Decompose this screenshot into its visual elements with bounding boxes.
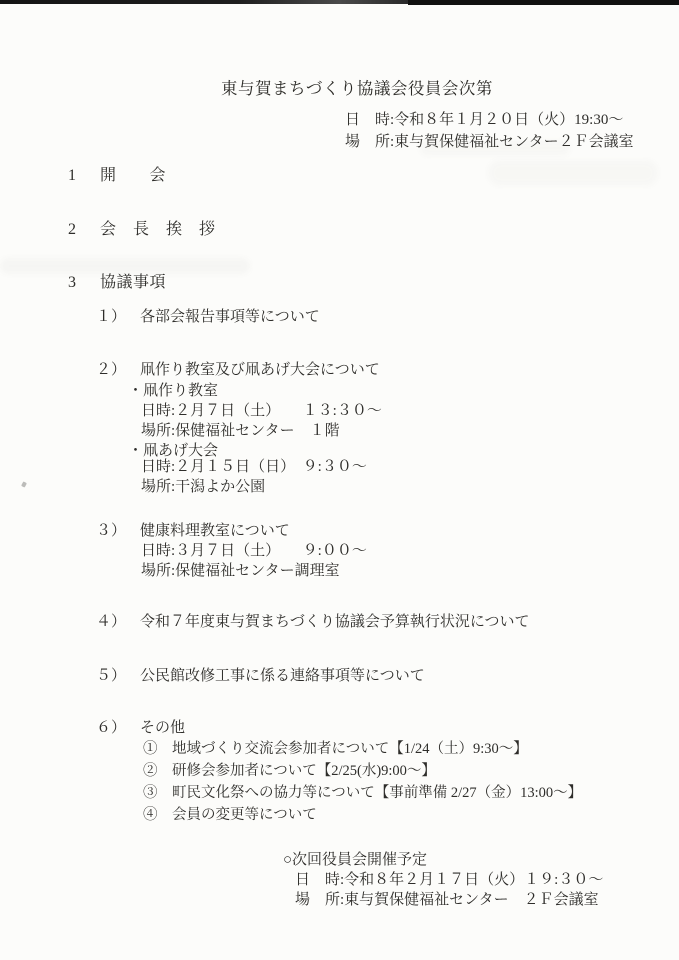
topic-detail-location: 場所:干潟よか公園	[141, 479, 266, 495]
agenda-label: 会 長 挨 拶	[100, 221, 216, 238]
agenda-number: 1	[68, 167, 77, 184]
topic-cooking-class	[96, 523, 290, 540]
topic-detail-location: 場所:保健福祉センター １階	[141, 423, 340, 439]
topic-detail-datetime: 日時:２月７日（土） １３:３０～	[141, 403, 382, 419]
agenda-number: 2	[68, 221, 77, 238]
topic-kite-events	[96, 362, 380, 379]
topic-number: ４）	[96, 614, 127, 630]
topic-number: ６）	[96, 720, 127, 736]
other-item-culture-festival: ③ 町民文化祭への協力等について【事前準備 2/27（金）13:00～】	[143, 785, 583, 801]
scan-top-edge-dark-artifact	[408, 0, 679, 5]
other-item-exchange-meeting: ① 地域づくり交流会参加者について【1/24（土）9:30～】	[143, 741, 528, 757]
scan-smudge-artifact	[488, 160, 658, 186]
scan-speck-artifact	[21, 481, 27, 487]
next-meeting-location: 場 所:東与賀保健福祉センター ２Ｆ会議室	[295, 892, 599, 908]
topic-reports	[96, 309, 320, 326]
topic-title: 健康料理教室について	[140, 523, 290, 539]
next-meeting-heading: ○次回役員会開催予定	[283, 852, 428, 868]
topic-title: 各部会報告事項等について	[140, 309, 320, 325]
page-title: 東与賀まちづくり協議会役員会次第	[221, 79, 493, 98]
other-item-member-changes: ④ 会員の変更等について	[143, 807, 317, 823]
meeting-location: 場 所:東与賀保健福祉センター２Ｆ会議室	[345, 134, 634, 150]
next-meeting-datetime: 日 時:令和８年２月１７日（火）１９:３０～	[295, 872, 604, 888]
topic-title: 令和７年度東与賀まちづくり協議会予算執行状況について	[140, 614, 530, 630]
topic-detail-kite-contest: ・凧あげ大会	[128, 443, 219, 459]
topic-detail-datetime: 日時:２月１５日（日） ９:３０～	[141, 459, 367, 475]
topic-detail-datetime: 日時:３月７日（土） ９:００～	[141, 543, 367, 559]
agenda-label: 開 会	[100, 167, 167, 184]
agenda-item-chair-greeting	[68, 221, 216, 239]
agenda-number: 3	[68, 274, 77, 291]
scan-smudge-artifact	[0, 258, 250, 274]
agenda-item-discussion	[68, 274, 166, 292]
topic-title: その他	[140, 720, 186, 736]
agenda-item-opening	[68, 167, 166, 185]
topic-detail-kite-class: ・凧作り教室	[128, 383, 219, 399]
other-item-training: ② 研修会参加者について【2/25(水)9:00～】	[143, 763, 436, 779]
topic-number: ５）	[96, 668, 127, 684]
topic-budget-status	[96, 614, 530, 631]
topic-number: １）	[96, 309, 127, 325]
topic-title: 凧作り教室及び凧あげ大会について	[140, 362, 380, 378]
topic-number: ２）	[96, 362, 127, 378]
topic-hall-renovation	[96, 668, 425, 685]
topic-title: 公民館改修工事に係る連絡事項等について	[140, 668, 425, 684]
topic-detail-location: 場所:保健福祉センター調理室	[141, 563, 340, 579]
topic-other	[96, 720, 185, 737]
meeting-datetime: 日 時:令和８年１月２０日（火）19:30～	[345, 112, 624, 128]
agenda-label: 協議事項	[100, 274, 167, 291]
topic-number: ３）	[96, 523, 127, 539]
